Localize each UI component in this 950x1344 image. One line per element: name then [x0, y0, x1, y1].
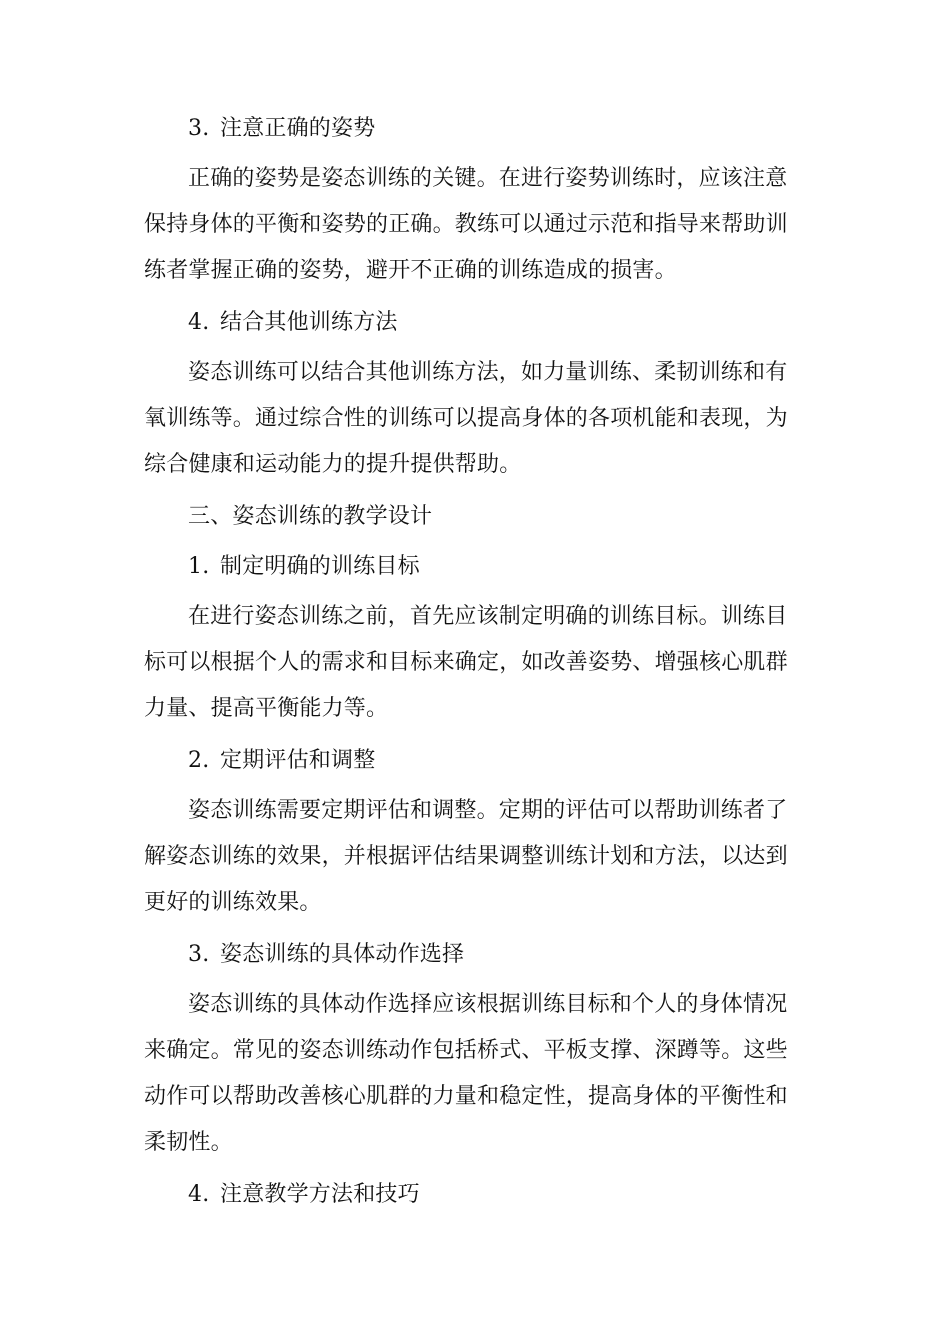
section-heading [144, 544, 800, 590]
heading-text: 注意正确的姿势 [220, 116, 376, 141]
paragraph [144, 350, 800, 488]
paragraph-line: 氧训练等。通过综合性的训练可以提高身体的各项机能和表现，为 [144, 406, 788, 431]
paragraph-line: 柔韧性。 [144, 1130, 233, 1155]
paragraph [144, 982, 800, 1166]
heading-text: 定期评估和调整 [220, 748, 376, 773]
paragraph-line: 动作可以帮助改善核心肌群的力量和稳定性，提高身体的平衡性和 [144, 1084, 788, 1109]
section-heading [144, 106, 800, 152]
heading-number: 3. [188, 942, 210, 967]
paragraph-line: 更好的训练效果。 [144, 890, 322, 915]
paragraph-line: 力量、提高平衡能力等。 [144, 696, 389, 721]
paragraph [144, 156, 800, 294]
paragraph [144, 788, 800, 926]
paragraph-line: 练者掌握正确的姿势，避开不正确的训练造成的损害。 [144, 258, 677, 283]
heading-number: 4. [188, 1182, 210, 1207]
paragraph-line: 解姿态训练的效果，并根据评估结果调整训练计划和方法，以达到 [144, 844, 788, 869]
paragraph-line: 姿态训练可以结合其他训练方法，如力量训练、柔韧训练和有 [188, 360, 788, 385]
paragraph-line: 综合健康和运动能力的提升提供帮助。 [144, 452, 522, 477]
paragraph-line: 姿态训练需要定期评估和调整。定期的评估可以帮助训练者了 [188, 798, 788, 823]
heading-number: 2. [188, 748, 210, 773]
heading-number: 3. [188, 116, 210, 141]
heading-number: 1. [188, 554, 210, 579]
document-body [144, 106, 800, 1222]
section-heading [144, 1172, 800, 1218]
section-heading [144, 494, 800, 540]
heading-text: 制定明确的训练目标 [220, 554, 420, 579]
paragraph [144, 594, 800, 732]
heading-text: 姿态训练的具体动作选择 [220, 942, 465, 967]
paragraph-line: 正确的姿势是姿态训练的关键。在进行姿势训练时，应该注意 [188, 166, 788, 191]
heading-text: 三、姿态训练的教学设计 [188, 504, 433, 529]
section-heading [144, 738, 800, 784]
paragraph-line: 姿态训练的具体动作选择应该根据训练目标和个人的身体情况 [188, 992, 788, 1017]
heading-text: 注意教学方法和技巧 [220, 1182, 420, 1207]
heading-number: 4. [188, 310, 210, 335]
paragraph-line: 标可以根据个人的需求和目标来确定，如改善姿势、增强核心肌群 [144, 650, 788, 675]
section-heading [144, 932, 800, 978]
heading-text: 结合其他训练方法 [220, 310, 398, 335]
paragraph-line: 来确定。常见的姿态训练动作包括桥式、平板支撑、深蹲等。这些 [144, 1038, 788, 1063]
paragraph-line: 在进行姿态训练之前，首先应该制定明确的训练目标。训练目 [188, 604, 788, 629]
section-heading [144, 300, 800, 346]
paragraph-line: 保持身体的平衡和姿势的正确。教练可以通过示范和指导来帮助训 [144, 212, 788, 237]
